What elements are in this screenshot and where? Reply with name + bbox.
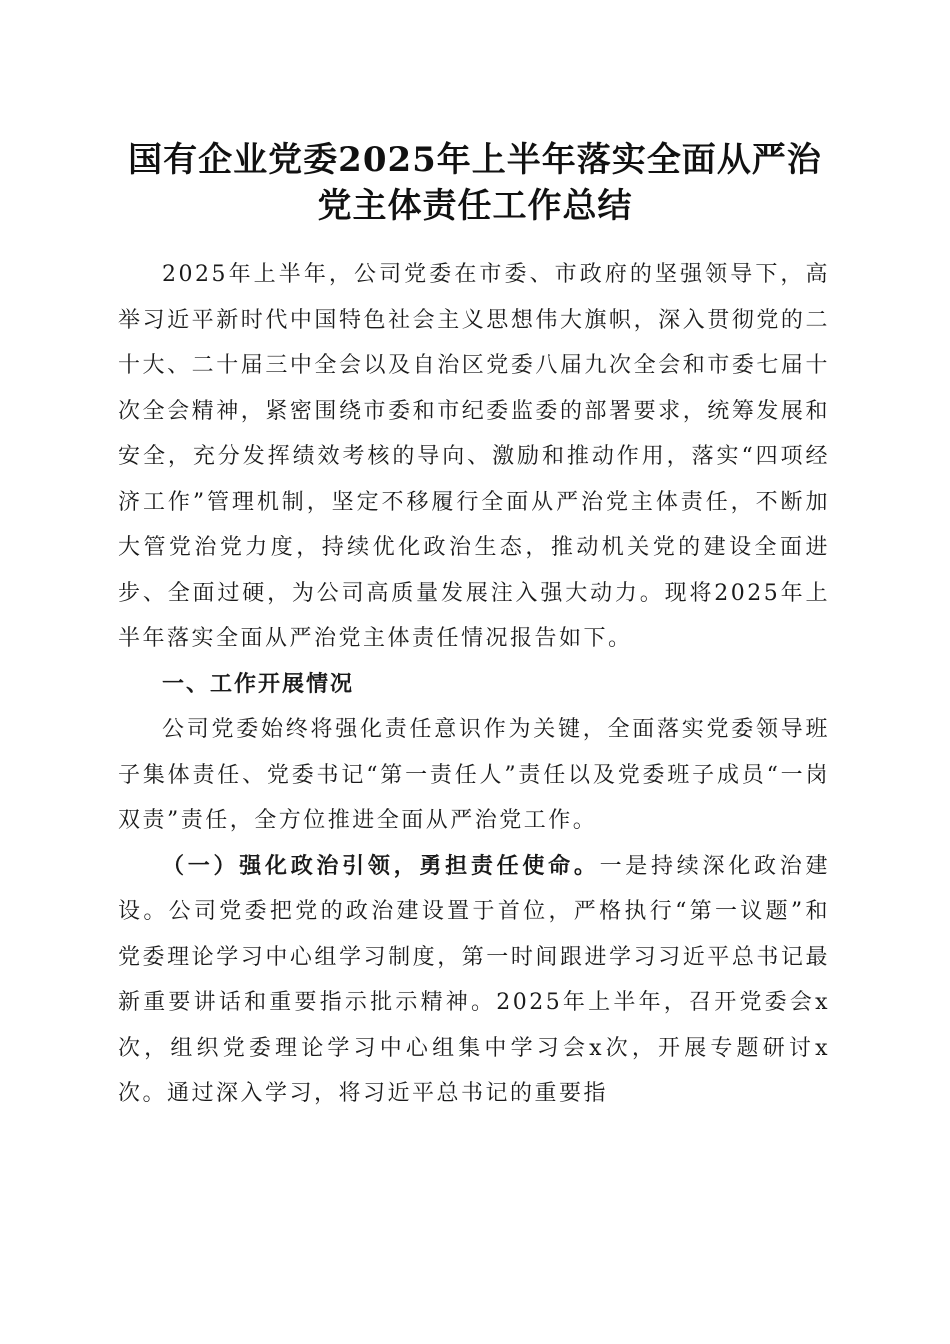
subsection-1-paragraph xyxy=(118,844,830,1117)
subsection-heading-1: （一）强化政治引领，勇担责任使命。 xyxy=(162,853,600,879)
document-title-line-2: 党主体责任工作总结 xyxy=(317,186,633,226)
subsection-1-text: 一是持续深化政治建设。公司党委把党的政治建设置于首位，严格执行“第一议题”和党委理论学习中心组学习制度，第一时间跟进学习习近平总书记最新重要讲话和重要指示批示精神。2025年上半年，召开党委会x次，组织党委理论学习中心组集中学习会x次，开展专题研讨x次。通过深入学习，将习近平总书记的重要指 xyxy=(118,853,830,1106)
intro-paragraph: 2025年上半年，公司党委在市委、市政府的坚强领导下，高举习近平新时代中国特色社会主义思想伟大旗帜，深入贯彻党的二十大、二十届三中全会以及自治区党委八届九次全会和市委七届十次全会精神，紧密围绕市委和市纪委监委的部署要求，统筹发展和安全，充分发挥绩效考核的导向、激励和推动作用，落实“四项经济工作”管理机制，坚定不移履行全面从严治党主体责任，不断加大管党治党力度，持续优化政治生态，推动机关党的建设全面进步、全面过硬，为公司高质量发展注入强大动力。现将2025年上半年落实全面从严治党主体责任情况报告如下。 xyxy=(118,262,830,651)
section-1-paragraph: 公司党委始终将强化责任意识作为关键，全面落实党委领导班子集体责任、党委书记“第一责任人”责任以及党委班子成员“一岗双责”责任，全方位推进全面从严治党工作。 xyxy=(118,717,830,833)
document-body xyxy=(118,252,830,1117)
document-title-line-1: 国有企业党委2025年上半年落实全面从严治 xyxy=(128,140,822,180)
section-heading-1: 一、工作开展情况 xyxy=(162,671,355,697)
